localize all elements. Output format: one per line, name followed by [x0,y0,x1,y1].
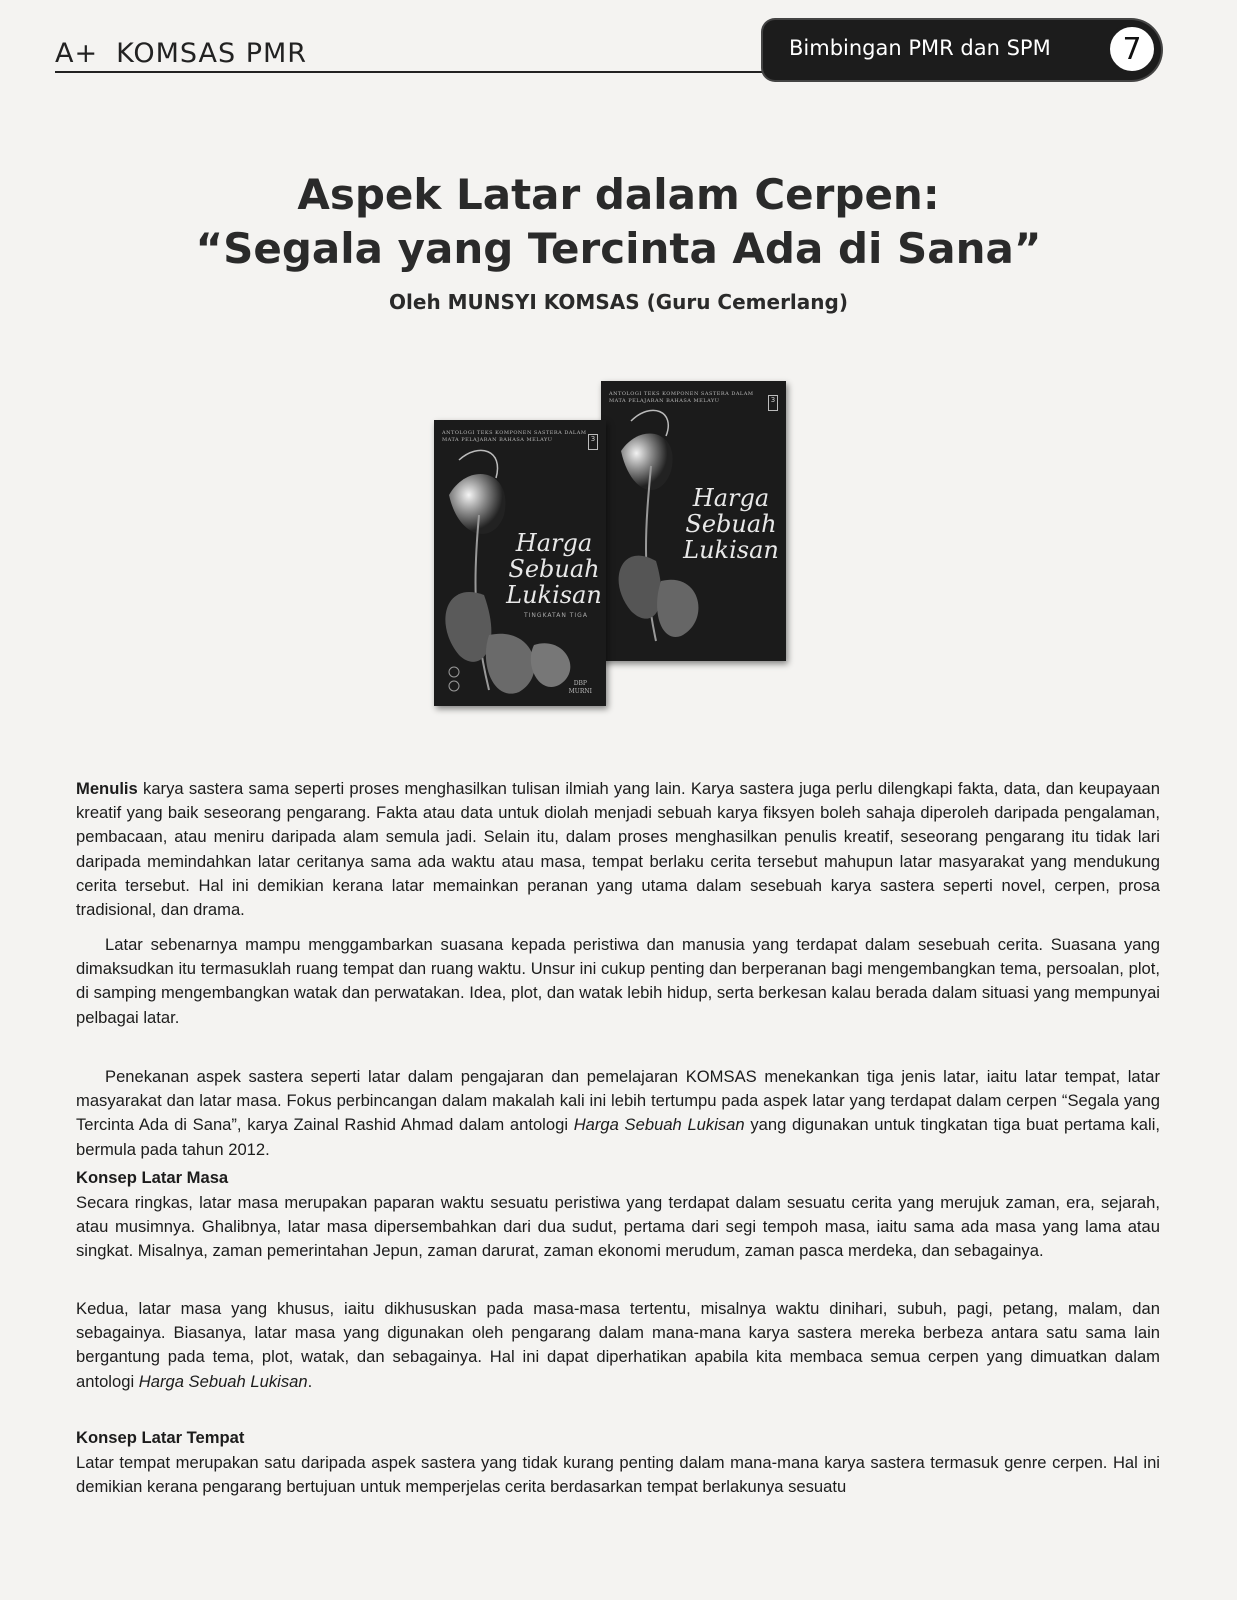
book-title-front: Harga Sebuah Lukisan [506,529,602,609]
book-subtitle-front: TINGKATAN TIGA [524,612,588,619]
article-title-line2: “Segala yang Tercinta Ada di Sana” [195,224,1042,273]
section-heading-latar-masa: Konsep Latar Masa [76,1168,229,1187]
header-series-title: KOMSAS PMR [116,38,308,69]
book-series-text-front: ANTOLOGI TEKS KOMPONEN SASTERA DALAM MATA PELAJARAN BAHASA MELAYU [442,430,587,443]
paragraph-latar: Latar sebenarnya mampu menggambarkan suasana kepada peristiwa dan manusia yang terdapat dalam sesebuah cerita. Suasana yang dimaksudkan itu termasuklah ruang tempat dan ruang waktu. Unsur ini cukup penting dan berperanan bagi mengembangkan tema, persoalan, plot, di samping mengembangkan watak dan perwatakan. Idea, plot, dan watak lebih hidup, serta berkesan kalau berada dalam situasi yang mempunyai pelbagai latar. [76,935,1160,1027]
paragraph-latar-tempat: Latar tempat merupakan satu daripada aspek sastera yang tidak kurang penting dalam mana-mana karya sastera termasuk genre cerpen. Hal ini demikian kerana pengarang bertujuan untuk memperjelas cerita berdasarkan tempat berlakunya sesuatu [76,1453,1160,1497]
book-cover-front [434,420,606,706]
paragraph-latar-masa-1: Secara ringkas, latar masa merupakan paparan waktu sesuatu peristiwa yang terdapat dalam sesuatu cerita yang merujuk zaman, era, sejarah, atau musimnya. Ghalibnya, latar masa dipersembahkan dari dua sudut, pertama dari segi tempoh masa, iaitu sama ada masa yang lama atau singkat. Misalnya, zaman pemerintahan Jepun, zaman darurat, zaman ekonomi merudum, zaman pasca merdeka, dan sebagainya. [76,1193,1160,1261]
book-title-back: Harga Sebuah Lukisan [683,484,779,564]
article-title-line1: Aspek Latar dalam Cerpen: [297,170,940,219]
paragraph-intro: Menulis karya sastera sama seperti proses menghasilkan tulisan ilmiah yang lain. Karya sastera juga perlu dilengkapi fakta, data, dan keupayaan kreatif yang baik seseorang pengarang. Fakta atau data untuk diolah menjadi sebuah karya fiksyen boleh sahaja diperoleh daripada pengalaman, pembacaan, atau meniru daripada alam semula jadi. Selain itu, dalam proses menghasilkan penulis kreatif, seseorang pengarang itu tidak lari daripada memindahkan latar ceritanya sama ada waktu atau masa, tempat berlaku cerita tersebut mahupun latar masyarakat yang mendukung cerita tersebut. Hal ini demikian kerana latar memainkan peranan yang utama dalam sesebuah karya sastera seperti novel, cerpen, prosa tradisional, dan drama. [76,779,1160,920]
paragraph-lead-word: Menulis [76,779,138,798]
book-number-back: 3 [768,395,778,411]
header-aplus: A+ [55,38,99,69]
header-tab [763,20,1161,80]
paragraph-penekanan: Penekanan aspek sastera seperti latar dalam pengajaran dan pemelajaran KOMSAS menekankan tiga jenis latar, iaitu latar tempat, latar masyarakat dan latar masa. Fokus perbincangan dalam makalah kali ini lebih tertumpu pada aspek latar yang terdapat dalam cerpen “Segala yang Tercinta Ada di Sana”, karya Zainal Rashid Ahmad dalam antologi Harga Sebuah Lukisan yang digunakan untuk tingkatan tiga buat pertama kali, bermula pada tahun 2012. [76,1067,1161,1159]
article-author: Oleh MUNSYI KOMSAS (Guru Cemerlang) [389,290,848,314]
header-tab-label: Bimbingan PMR dan SPM [789,36,1051,60]
book-publisher-front: DBP MURNI [568,680,592,695]
header-rule [55,71,770,73]
header-series [55,38,307,69]
book-cover-back [601,381,786,661]
page-number: 7 [1107,24,1157,74]
book-series-text-back: ANTOLOGI TEKS KOMPONEN SASTERA DALAM MATA PELAJARAN BAHASA MELAYU [609,391,754,404]
book-number-front: 3 [588,434,598,450]
paragraph-latar-masa-2: Kedua, latar masa yang khusus, iaitu dikhususkan pada masa-masa tertentu, misalnya waktu dinihari, subuh, pagi, petang, malam, dan sebagainya. Biasanya, latar masa yang digunakan oleh pengarang dalam mana-mana karya sastera mereka berbeza antara satu sama lain bergantung pada tema, plot, watak, dan sebagainya. Hal ini dapat diperhatikan apabila kita membaca semua cerpen yang dimuatkan dalam antologi Harga Sebuah Lukisan. [76,1299,1160,1391]
section-heading-latar-tempat: Konsep Latar Tempat [76,1428,245,1447]
